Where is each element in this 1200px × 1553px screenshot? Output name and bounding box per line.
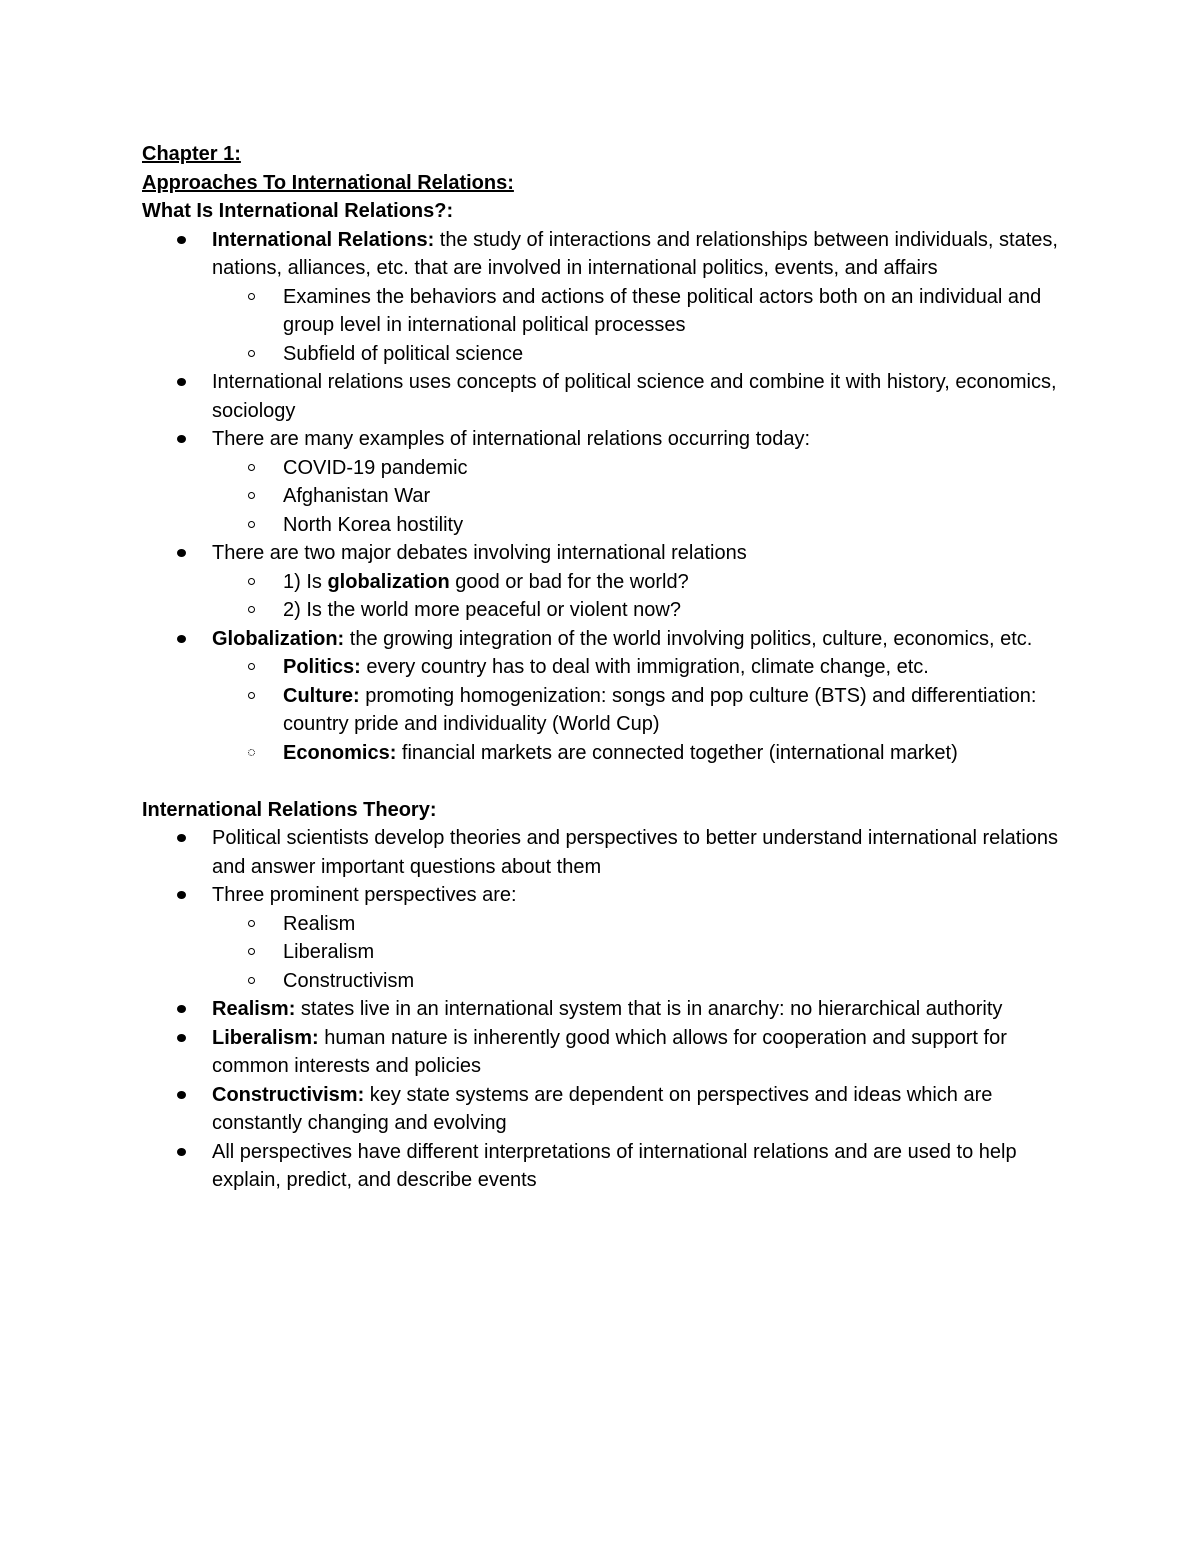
circle-bullet-icon <box>248 977 255 984</box>
bullet-icon <box>177 635 186 643</box>
list-item: Liberalism <box>212 938 1062 967</box>
section-heading: Approaches To International Relations: <box>142 171 514 194</box>
list-item: Globalization: the growing integration of the world involving politics, culture, economics, etc. Politics: every country has to deal with immigration, climate change, etc. Culture: promoting homogenization: songs and pop culture (BTS) and differentiation: country pride and individuality (World Cup) Economics: financial markets are connected together (international market) <box>142 625 1062 768</box>
circle-bullet-icon <box>248 948 255 955</box>
list-item: Realism: states live in an international system that is in anarchy: no hierarchical authority <box>142 995 1062 1024</box>
circle-bullet-icon <box>248 578 255 585</box>
circle-bullet-icon <box>248 350 255 357</box>
circle-bullet-icon <box>248 920 255 927</box>
bullet-icon <box>177 435 186 443</box>
circle-bullet-icon <box>248 464 255 471</box>
list-item: Realism <box>212 910 1062 939</box>
list-item: Constructivism <box>212 967 1062 996</box>
list-item: 1) Is globalization good or bad for the world? <box>212 568 1062 597</box>
list-item: Subfield of political science <box>212 340 1062 369</box>
list-item: Afghanistan War <box>212 482 1062 511</box>
list-item: Politics: every country has to deal with immigration, climate change, etc. <box>212 653 1062 682</box>
circle-bullet-icon <box>248 606 255 613</box>
bullet-icon <box>177 549 186 557</box>
circle-bullet-icon <box>248 293 255 300</box>
list-item: Liberalism: human nature is inherently good which allows for cooperation and support for common interests and policies <box>142 1024 1062 1081</box>
circle-bullet-icon <box>248 749 255 756</box>
list-item: North Korea hostility <box>212 511 1062 540</box>
bullet-icon <box>177 1005 186 1013</box>
bullet-icon <box>177 834 186 842</box>
list-item: Culture: promoting homogenization: songs and pop culture (BTS) and differentiation: country pride and individuality (World Cup) <box>212 682 1062 739</box>
list-item: 2) Is the world more peaceful or violent now? <box>212 596 1062 625</box>
circle-bullet-icon <box>248 521 255 528</box>
bullet-icon <box>177 378 186 386</box>
list-item: International Relations: the study of interactions and relationships between individuals, states, nations, alliances, etc. that are involved in international politics, events, and affairs Examines the behaviors and actions of these political actors both on an individual and group level in international political processes Subfield of political science <box>142 226 1062 369</box>
bullet-icon <box>177 1091 186 1099</box>
list-item: Three prominent perspectives are: Realism Liberalism Constructivism <box>142 881 1062 995</box>
list-item: There are two major debates involving international relations 1) Is globalization good or bad for the world? 2) Is the world more peaceful or violent now? <box>142 539 1062 625</box>
list-item: Examines the behaviors and actions of these political actors both on an individual and group level in international political processes <box>212 283 1062 340</box>
bullet-icon <box>177 1034 186 1042</box>
list-item: COVID-19 pandemic <box>212 454 1062 483</box>
bullet-list-what-is <box>142 226 1062 768</box>
bullet-icon <box>177 891 186 899</box>
subsection-heading-theory: International Relations Theory: <box>142 798 437 821</box>
paragraph-spacer <box>142 767 1062 796</box>
list-item: Political scientists develop theories and perspectives to better understand international relations and answer important questions about them <box>142 824 1062 881</box>
list-item: International relations uses concepts of political science and combine it with history, economics, sociology <box>142 368 1062 425</box>
circle-bullet-icon <box>248 663 255 670</box>
list-item: All perspectives have different interpretations of international relations and are used to help explain, predict, and describe events <box>142 1138 1062 1195</box>
list-item: Constructivism: key state systems are dependent on perspectives and ideas which are constantly changing and evolving <box>142 1081 1062 1138</box>
bullet-list-theory <box>142 824 1062 1195</box>
list-item: Economics: financial markets are connected together (international market) <box>212 739 1062 768</box>
subsection-heading-what-is: What Is International Relations?: <box>142 200 454 222</box>
circle-bullet-icon <box>248 692 255 699</box>
list-item: There are many examples of international relations occurring today: COVID-19 pandemic Afghanistan War North Korea hostility <box>142 425 1062 539</box>
bullet-icon <box>177 1148 186 1156</box>
chapter-heading: Chapter 1: <box>142 143 241 165</box>
bullet-icon <box>177 236 186 244</box>
circle-bullet-icon <box>248 492 255 499</box>
